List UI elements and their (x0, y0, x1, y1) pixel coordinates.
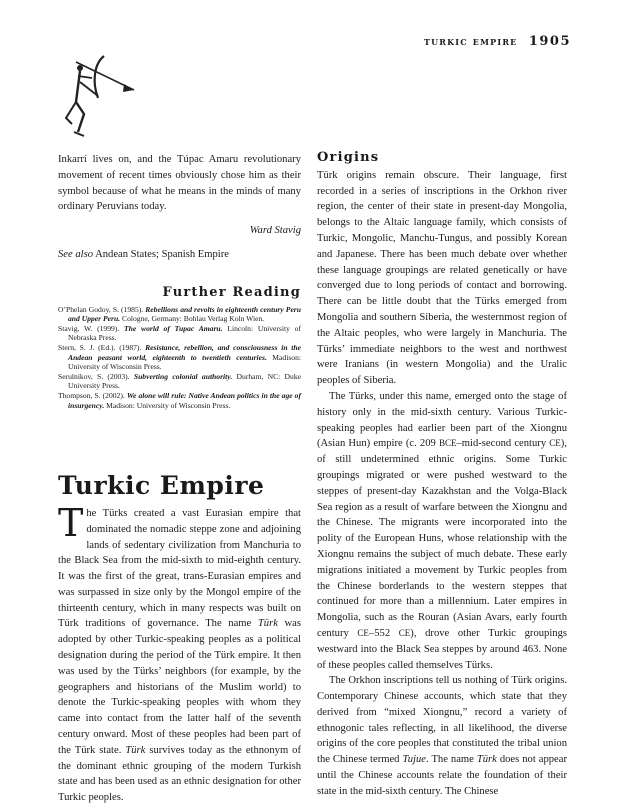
see-also-links: Andean States; Spanish Empire (95, 248, 229, 260)
reference-item: Thompson, S. (2002). We alone will rule: Native Andean politics in the age of insurgency. Madison: University of Wisconsin Press. (58, 390, 302, 410)
origins-paragraph-2: The Türks, under this name, emerged onto the stage of history only in the mid-sixth century. Various Turkic-speaking peoples had earlier been part of the Xiongnu (Asian Hun) empire (c. 209 BCE–mid-second century CE), of still undetermined ethnic origins. Some Turkic groupings migrated or were pushed westward to the steppes of present-day Kazakhstan and the Volga-Black Sea region as a result of warfare between the Xiongnu and the Chinese. The migrants were incorporated into the polity of the European Huns, whose relationship with the Xiongnu remains the subject of much debate. These early migrations initiated a movement by Turkic peoples from the Chinese borderlands to the western steppes that continued for more than a millennium. Later empires in Mongolia, such as the Rouran (Asian Avars, early fourth century CE–552 CE), drove other Turkic groupings westward into the Black Sea steppes by around 463. None of these peoples called themselves Türks. (317, 390, 567, 671)
origins-paragraph-1: Türk origins remain obscure. Their language, first recorded in a series of inscriptions in the Orkhon river region, the center of their state in present-day Mongolia, belongs to the Altaic language family, which consists of Turkic, Mongolic, Manchu-Tungus, and possibly Korean and Japanese. There has been much debate over whether these language groupings are related genetically or have converged due to long periods of contact and borrowing. There can be little doubt that the Türks emerged from Mongolia and southern Siberia, the westernmost region of the Altaic peoples, who were largely in Manchuria. The Türks’ immediate neighbors to the west and northwest were Iranians (in western Mongolia) and the Uralic peoples of Siberia. (317, 169, 567, 387)
page-number: 1905 (528, 34, 571, 49)
right-column (317, 152, 567, 800)
opening-paragraph: The Türks created a vast Eurasian empire that dominated the nomadic steppe zone and adjoining lands of sedentary civilization from Manchuria to the Black Sea from the mid-sixth to mid-eighth century. It was the first of the great, trans-Eurasian empires and was surpassed in size only by the Mongol empire of the thirteenth century, which in many respects was built on Türk traditions of governance. The name Türk was adopted by other Turkic-speaking peoples as a political designation during the period of the Türk empire. It then was used by the Türks’ neighbors (for example, by the geographers and historians of the Muslim world) to denote the Turkic-speaking peoples with whom they came into contact from the latter half of the seventh century onward. Most of these peoples had been part of the Türk state. Türk survives today as the ethnonym of the dominant ethnic grouping of the modern Turkish state and has been used as an ethnic designation for other Turkic peoples. (58, 500, 302, 804)
left-column (58, 152, 301, 806)
see-also (58, 247, 301, 263)
origins-paragraph-3: The Orkhon inscriptions tell us nothing of Türk origins. Contemporary Chinese accounts, which state that they derived from “mixed Xiongnu,” record a variety of ethnogonic tales reflecting, in all likelihood, the diverse origins of the core peoples that constituted the tribal union the Chinese termed Tujue. The name Türk does not appear until the Chinese accounts relate the foundation of their state in the mid-sixth century. The Chinese (317, 675, 567, 797)
archer-figure-icon (58, 52, 138, 142)
running-header (424, 34, 571, 49)
reference-item: Stavig, W. (1999). The world of Tupac Amaru. Lincoln: University of Nebraska Press. (58, 323, 301, 343)
drop-cap: T (58, 500, 84, 545)
see-also-label: See also (58, 248, 94, 260)
reference-item: Stern, S. J. (Ed.). (1987). Resistance, rebellion, and consciousness in the Andean peasant world, eighteenth to twentieth centuries. Madison: University of Wisconsin Press. (58, 342, 301, 372)
running-title: turkic empire (423, 35, 518, 48)
intro-paragraph: Inkarrí lives on, and the Túpac Amaru revolutionary movement of recent times obviously chose him as their symbol because of what he means in the minds of many ordinary Peruvians today. (58, 154, 301, 213)
article-title: Turkic Empire (58, 471, 265, 501)
origins-heading: Origins (317, 150, 380, 165)
reference-item: Serulnikov, S. (2003). Subverting colonial authority. Durham, NC: Duke University Press. (58, 371, 301, 391)
author-signature: Ward Stavig (249, 225, 301, 237)
reference-list (58, 305, 301, 411)
further-reading-heading: Further Reading (162, 284, 301, 300)
reference-item: O’Phelan Godoy, S. (1985). Rebellions and revolts in eighteenth century Peru and Upper Peru. Cologne, Germany: Bohlau Verlag Koln Wien. (58, 304, 301, 324)
